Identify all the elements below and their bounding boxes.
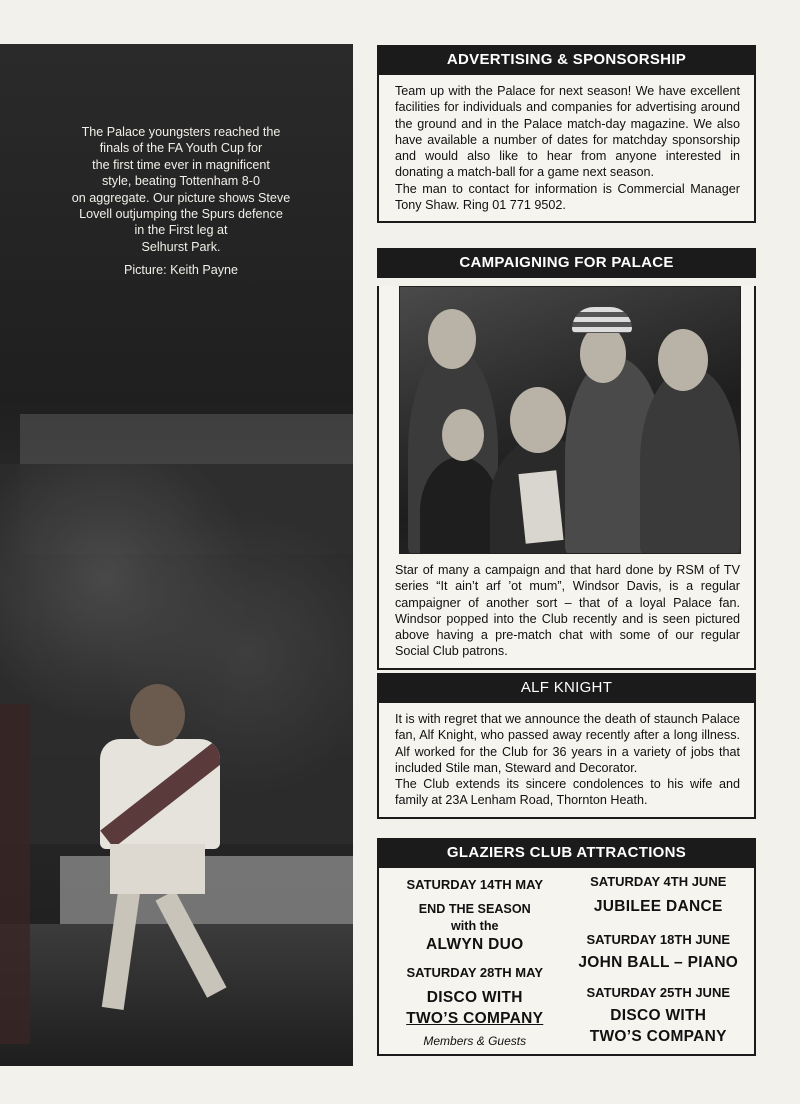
player-figure [90, 684, 240, 1024]
photo-credit: Picture: Keith Payne [123, 263, 239, 278]
event-date: SATURDAY 25TH JUNE [586, 985, 731, 1000]
event-date: SATURDAY 4TH JUNE [590, 874, 727, 889]
event-title: DISCO WITH [610, 1007, 707, 1024]
event-title: JOHN BALL – PIANO [578, 954, 739, 971]
section-heading: GLAZIERS CLUB ATTRACTIONS [377, 838, 756, 868]
event-title: ALWYN DUO [426, 936, 524, 953]
alf-knight-condolence: The Club extends its sincere condolences to his wife and family at 23A Lenham Road, Thornton Heath. [395, 777, 740, 808]
event-title: TWO’S COMPANY [589, 1028, 727, 1045]
advertising-body: Team up with the Palace for next season! We have excellent facilities for individuals and companies for advertising around the ground and in the Palace match-day magazine. We also have available a number of dates for matchday sponsorship and would also like to hear from anyone interested in donating a match-ball for a game next season. [395, 84, 740, 180]
windsor-davis-photo [399, 286, 741, 554]
event-title: DISCO WITH [426, 989, 523, 1006]
section-heading: ADVERTISING & SPONSORSHIP [377, 45, 756, 75]
glaziers-section [377, 838, 756, 1056]
caption-line: Selhurst Park. [141, 239, 221, 254]
youth-cup-photo [0, 44, 353, 1066]
caption-line: style, beating Tottenham 8-0 [102, 174, 260, 189]
section-heading: ALF KNIGHT [377, 673, 756, 703]
attractions-left-column [383, 872, 567, 1048]
photo-caption [40, 124, 322, 279]
caption-line: in the First leg at [134, 223, 228, 238]
members-note: Members & Guests [423, 1034, 527, 1048]
advertising-section [377, 45, 756, 223]
event-date: SATURDAY 18TH JUNE [586, 932, 731, 947]
alf-knight-section [377, 673, 756, 819]
event-title: with the [450, 919, 499, 933]
caption-line: The Palace youngsters reached the [81, 125, 281, 139]
event-title: TWO’S COMPANY [406, 1010, 544, 1027]
alf-knight-body: It is with regret that we announce the death of staunch Palace fan, Alf Knight, who passed away recently after a long illness. Alf worked for the Club for 36 years in a variety of jobs that included Stile man, Steward and Decorator. [395, 712, 740, 775]
campaigning-section [377, 248, 756, 670]
event-title: JUBILEE DANCE [593, 898, 723, 915]
caption-line: the first time ever in magnificent [92, 157, 270, 172]
caption-line: finals of the FA Youth Cup for [99, 141, 263, 156]
advertising-contact: The man to contact for information is Commercial Manager Tony Shaw. Ring 01 771 9502. [395, 181, 740, 213]
section-heading: CAMPAIGNING FOR PALACE [377, 248, 756, 278]
event-title: END THE SEASON [418, 902, 531, 916]
caption-line: on aggregate. Our picture shows Steve [71, 190, 291, 205]
attractions-right-column [567, 872, 751, 1048]
campaigning-body: Star of many a campaign and that hard done by RSM of TV series “It ain’t arf ’ot mum”, Windsor Davis, is a regular campaigner of another sort – that of a loyal Palace fan. Windsor popped into the Club recently and is seen pictured above having a pre-match chat with some of our regular Social Club patrons. [395, 563, 740, 659]
event-date: SATURDAY 28TH MAY [406, 965, 544, 980]
event-date: SATURDAY 14TH MAY [406, 877, 544, 892]
caption-line: Lovell outjumping the Spurs defence [79, 207, 283, 222]
defender-figure [0, 704, 30, 1044]
